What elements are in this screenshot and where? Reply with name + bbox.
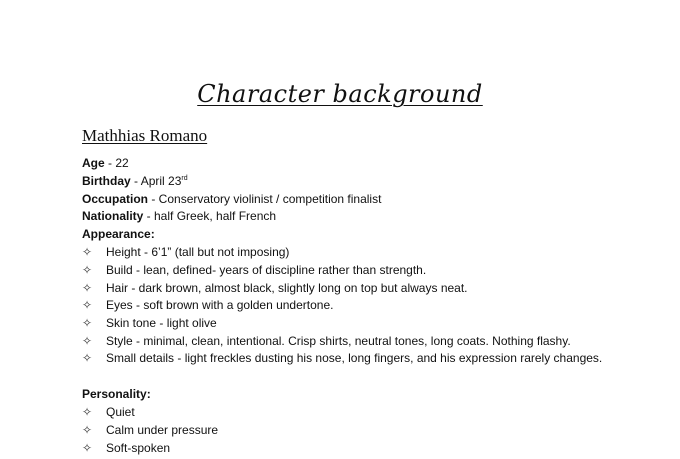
star-bullet-icon: ✧: [82, 263, 93, 277]
star-bullet-icon: ✧: [82, 405, 93, 419]
age-line: [82, 155, 129, 171]
appearance-heading: Appearance:: [82, 227, 155, 241]
star-bullet-icon: ✧: [82, 334, 93, 348]
character-name: Mathhias Romano: [82, 126, 208, 145]
nationality-value: - half Greek, half French: [143, 209, 277, 223]
list-item: ✧ Calm under pressure: [82, 423, 219, 437]
birthday-line: [82, 173, 188, 189]
birthday-value: - April 23: [130, 174, 182, 188]
nationality-line: [82, 208, 276, 224]
list-item: ✧ Skin tone - light olive: [82, 316, 217, 330]
age-value: - 22: [104, 156, 129, 170]
occupation-line: [82, 191, 381, 207]
star-bullet-icon: ✧: [82, 298, 93, 312]
list-item: ✧ Style - minimal, clean, intentional. Crisp shirts, neutral tones, long coats. Nothing flashy.: [82, 334, 571, 348]
list-item: ✧ Small details - light freckles dusting his nose, long fingers, and his expression rarely changes.: [82, 351, 603, 365]
star-bullet-icon: ✧: [82, 245, 93, 259]
list-item: ✧ Soft-spoken: [82, 441, 171, 455]
star-bullet-icon: ✧: [82, 281, 93, 295]
star-bullet-icon: ✧: [82, 316, 93, 330]
occupation-value: - Conservatory violinist / competition finalist: [148, 192, 382, 206]
list-item: ✧ Build - lean, defined- years of discipline rather than strength.: [82, 263, 427, 277]
list-item: ✧ Eyes - soft brown with a golden undertone.: [82, 298, 334, 312]
list-item: ✧ Quiet: [82, 405, 135, 419]
personality-heading: Personality:: [82, 387, 151, 401]
birthday-label: Birthday: [82, 174, 131, 188]
nationality-label: Nationality: [82, 209, 144, 223]
list-item: ✧ Height - 6’1” (tall but not imposing): [82, 245, 290, 259]
occupation-label: Occupation: [82, 192, 149, 206]
age-label: Age: [82, 156, 105, 170]
birthday-ordinal: rd: [181, 175, 188, 182]
list-item: ✧ Hair - dark brown, almost black, slightly long on top but always neat.: [82, 281, 468, 295]
star-bullet-icon: ✧: [82, 441, 93, 455]
star-bullet-icon: ✧: [82, 351, 93, 365]
document-title: Character background: [197, 80, 483, 108]
star-bullet-icon: ✧: [82, 423, 93, 437]
